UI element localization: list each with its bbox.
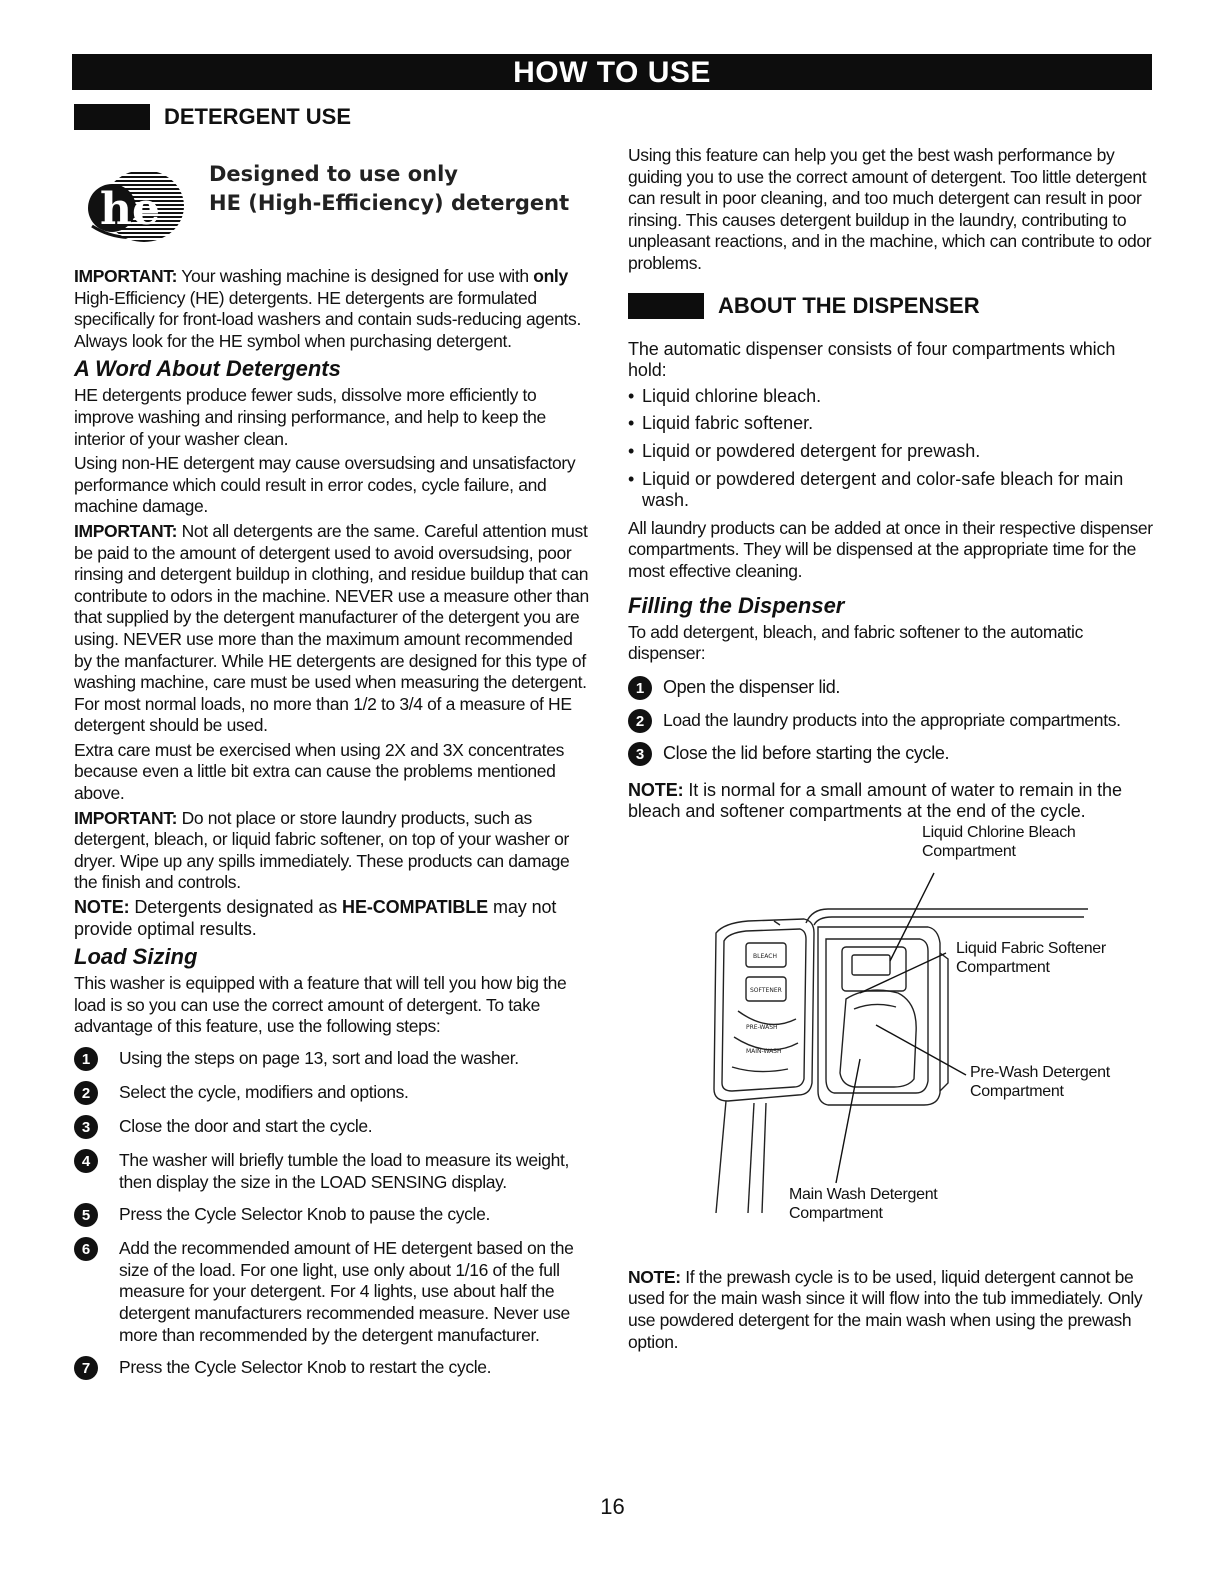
load-sizing-benefit-paragraph: Using this feature can help you get the best wash performance by guiding you to use the correct amount of detergent. Too little detergent can result in poor cleaning, and too much detergent can result in poor rinsing. This causes detergent buildup in the laundry, contributing to unpleasant reactions, and in the machine, which can contribute to odor problems. xyxy=(628,145,1152,273)
step-text: Close the door and start the cycle. xyxy=(119,1116,373,1136)
label-line: Compartment xyxy=(956,958,1050,976)
he-logo-icon xyxy=(86,168,194,246)
step-text: Press the Cycle Selector Knob to restart the cycle. xyxy=(119,1357,492,1378)
step-item xyxy=(74,1238,594,1346)
word-about-detergents-heading: A Word About Detergents xyxy=(74,356,341,382)
step-item xyxy=(74,1082,594,1105)
section-header-detergent-use xyxy=(74,104,594,130)
step-text: Close the lid before starting the cycle. xyxy=(663,742,950,763)
step-number: 3 xyxy=(628,742,652,766)
step-text: Open the dispenser lid. xyxy=(663,676,841,697)
important-text-a: Your washing machine is designed for use with xyxy=(177,266,534,286)
step-item xyxy=(628,677,1153,700)
note-label: NOTE: xyxy=(628,1266,681,1287)
filling-intro: To add detergent, bleach, and fabric softener to the automatic dispenser: xyxy=(628,621,1083,664)
section-title: ABOUT THE DISPENSER xyxy=(718,292,980,318)
label-prewash-detergent xyxy=(970,1063,1110,1101)
list-item-text: Liquid or powdered detergent and color-safe bleach for main wash. xyxy=(642,468,1124,511)
word-paragraph-2: Using non-HE detergent may cause oversudsing and unsatisfactory performance which could result in error codes, cycle failure, and machine damage. xyxy=(74,453,576,517)
list-item xyxy=(628,441,1153,463)
he-heading xyxy=(209,160,569,218)
page-banner: HOW TO USE xyxy=(72,54,1152,90)
list-item-text: Liquid fabric softener. xyxy=(642,413,814,434)
important-paragraph-1 xyxy=(74,266,594,352)
filling-steps xyxy=(628,677,1153,766)
important-bold-only: only xyxy=(533,266,568,286)
step-number: 5 xyxy=(74,1203,98,1227)
important-paragraph-3 xyxy=(74,808,594,894)
important-label: IMPORTANT: xyxy=(74,807,178,828)
important-text-b: High-Efficiency (HE) detergents. HE detergents are formulated specifically for front-load washers and contain suds-reducing agents. Always look for the HE symbol when purchasing detergent. xyxy=(74,287,581,351)
list-item xyxy=(628,413,1153,435)
step-item xyxy=(74,1204,594,1227)
list-item-text: Liquid or powdered detergent for prewash. xyxy=(642,440,981,461)
step-item xyxy=(74,1150,594,1193)
compartment-list xyxy=(628,386,1153,512)
important-paragraph-2 xyxy=(74,521,594,737)
step-text: Select the cycle, modifiers and options. xyxy=(119,1082,409,1102)
bullet-icon: • xyxy=(628,413,635,434)
note-he-compatible xyxy=(74,897,594,940)
step-text: Press the Cycle Selector Knob to pause the cycle. xyxy=(119,1204,490,1225)
filling-dispenser-heading: Filling the Dispenser xyxy=(628,592,845,618)
label-fabric-softener xyxy=(956,939,1106,977)
section-marker-bar xyxy=(628,293,704,319)
step-text: Using the steps on page 13, sort and load the washer. xyxy=(119,1048,519,1068)
load-sizing-heading: Load Sizing xyxy=(74,944,198,970)
load-sizing-steps xyxy=(74,1048,594,1380)
section-header-about-dispenser xyxy=(628,293,1153,319)
load-sizing-intro: This washer is equipped with a feature that will tell you how big the load is so you can use the correct amount of detergent. To take advantage of this feature, use the following steps: xyxy=(74,973,567,1037)
list-item xyxy=(628,469,1153,512)
leader-line-prewash xyxy=(876,1025,966,1075)
step-item xyxy=(628,710,1153,733)
step-item xyxy=(74,1048,594,1071)
step-number: 2 xyxy=(628,709,652,733)
word-paragraph-1: HE detergents produce fewer suds, dissolve more efficiently to improve washing and rinsing performance, and help to keep the interior of your washer clean. xyxy=(74,385,546,449)
section-marker-bar xyxy=(74,104,150,130)
all-laundry-paragraph: All laundry products can be added at once in their respective dispenser compartments. They will be dispensed at the appropriate time for the most effective cleaning. xyxy=(628,517,1153,581)
label-main-wash-detergent xyxy=(789,1185,937,1223)
dispenser-diagram xyxy=(628,823,1153,1273)
bullet-icon: • xyxy=(628,385,635,406)
dispenser-intro: The automatic dispenser consists of four compartments which hold: xyxy=(628,338,1116,381)
he-heading-line1: Designed to use only xyxy=(209,162,458,186)
lid-label-softener: SOFTENER xyxy=(750,986,782,994)
step-text: The washer will briefly tumble the load to measure its weight, then display the size in the LOAD SENSING display. xyxy=(119,1150,570,1192)
list-item-text: Liquid chlorine bleach. xyxy=(642,385,822,406)
important-label: IMPORTANT: xyxy=(74,266,178,286)
note-text: If the prewash cycle is to be used, liquid detergent cannot be used for the main wash since it will flow into the tub immediately. Only use powdered detergent for the main wash when using the prewash option. xyxy=(628,1266,1143,1352)
note-bold-term: HE-COMPATIBLE xyxy=(342,897,489,918)
label-line: Compartment xyxy=(970,1082,1064,1100)
label-chlorine-bleach xyxy=(922,823,1076,861)
note-text: It is normal for a small amount of water to remain in the bleach and softener compartments at the end of the cycle. xyxy=(628,779,1122,822)
label-line: Pre-Wash Detergent xyxy=(970,1063,1110,1081)
leader-line-softener xyxy=(860,953,946,993)
label-line: Liquid Fabric Softener xyxy=(956,939,1106,957)
bullet-icon: • xyxy=(628,440,635,461)
label-line: Compartment xyxy=(922,842,1016,860)
step-text: Load the laundry products into the appropriate compartments. xyxy=(663,709,1121,730)
step-item xyxy=(74,1357,594,1380)
extra-care-paragraph: Extra care must be exercised when using 2X and 3X concentrates because even a little bit extra can cause the problems mentioned above. xyxy=(74,739,564,804)
step-item xyxy=(628,743,1153,766)
important-label: IMPORTANT: xyxy=(74,520,178,541)
page-number: 16 xyxy=(600,1494,625,1519)
label-line: Compartment xyxy=(789,1204,883,1222)
he-callout xyxy=(74,160,594,256)
important-text: Do not place or store laundry products, such as detergent, bleach, or liquid fabric softener, on top of your washer or dryer. Wipe up any spills immediately. These products can damage the finish and controls. xyxy=(74,807,570,893)
lid-label-prewash: PRE-WASH xyxy=(746,1023,778,1031)
note-prewash xyxy=(628,1267,1153,1353)
note-text-b: may not provide optimal results. xyxy=(74,897,557,939)
step-number: 7 xyxy=(74,1356,98,1380)
label-line: Liquid Chlorine Bleach xyxy=(922,823,1076,841)
step-text: Add the recommended amount of HE detergent based on the size of the load. For one light, use only about 1/16 of the full measure for your detergent. For 4 lights, use about half the detergent manufacturers recommended measure. Never use more than recommended by the detergent manufacturer. xyxy=(119,1238,574,1345)
note-water-remain xyxy=(628,780,1153,823)
leader-line-mainwash xyxy=(836,1059,860,1183)
step-number: 2 xyxy=(74,1081,98,1105)
step-item xyxy=(74,1116,594,1139)
step-number: 3 xyxy=(74,1115,98,1139)
lid-label-bleach: BLEACH xyxy=(753,952,777,960)
list-item xyxy=(628,386,1153,408)
lid-label-mainwash: MAIN-WASH xyxy=(746,1047,782,1055)
step-number: 1 xyxy=(628,676,652,700)
important-text: Not all detergents are the same. Careful attention must be paid to the amount of detergent used to avoid oversudsing, poor rinsing and detergent buildup in clothing, and residue buildup that can contribute to odors in the machine. NEVER use a measure other than that supplied by the detergent manufacturer of the detergent you are using. NEVER use more than the maximum amount recommended by the manfacturer. While HE detergents are designed for this type of washing machine, care must be used when measuring the detergent. For most normal loads, no more than 1/2 to 3/4 of a measure of HE detergent should be used. xyxy=(74,520,589,736)
section-title: DETERGENT USE xyxy=(164,104,352,129)
left-column xyxy=(74,104,594,1391)
he-logo-text: he xyxy=(100,184,160,235)
note-label: NOTE: xyxy=(74,897,130,918)
step-number: 4 xyxy=(74,1149,98,1173)
right-column xyxy=(628,145,1153,1356)
he-heading-line2: HE (High-Efficiency) detergent xyxy=(209,191,570,215)
note-text-a: Detergents designated as xyxy=(129,897,343,918)
step-number: 1 xyxy=(74,1047,98,1071)
label-line: Main Wash Detergent xyxy=(789,1185,938,1203)
note-label: NOTE: xyxy=(628,779,684,800)
step-number: 6 xyxy=(74,1237,98,1261)
bullet-icon: • xyxy=(628,468,635,489)
